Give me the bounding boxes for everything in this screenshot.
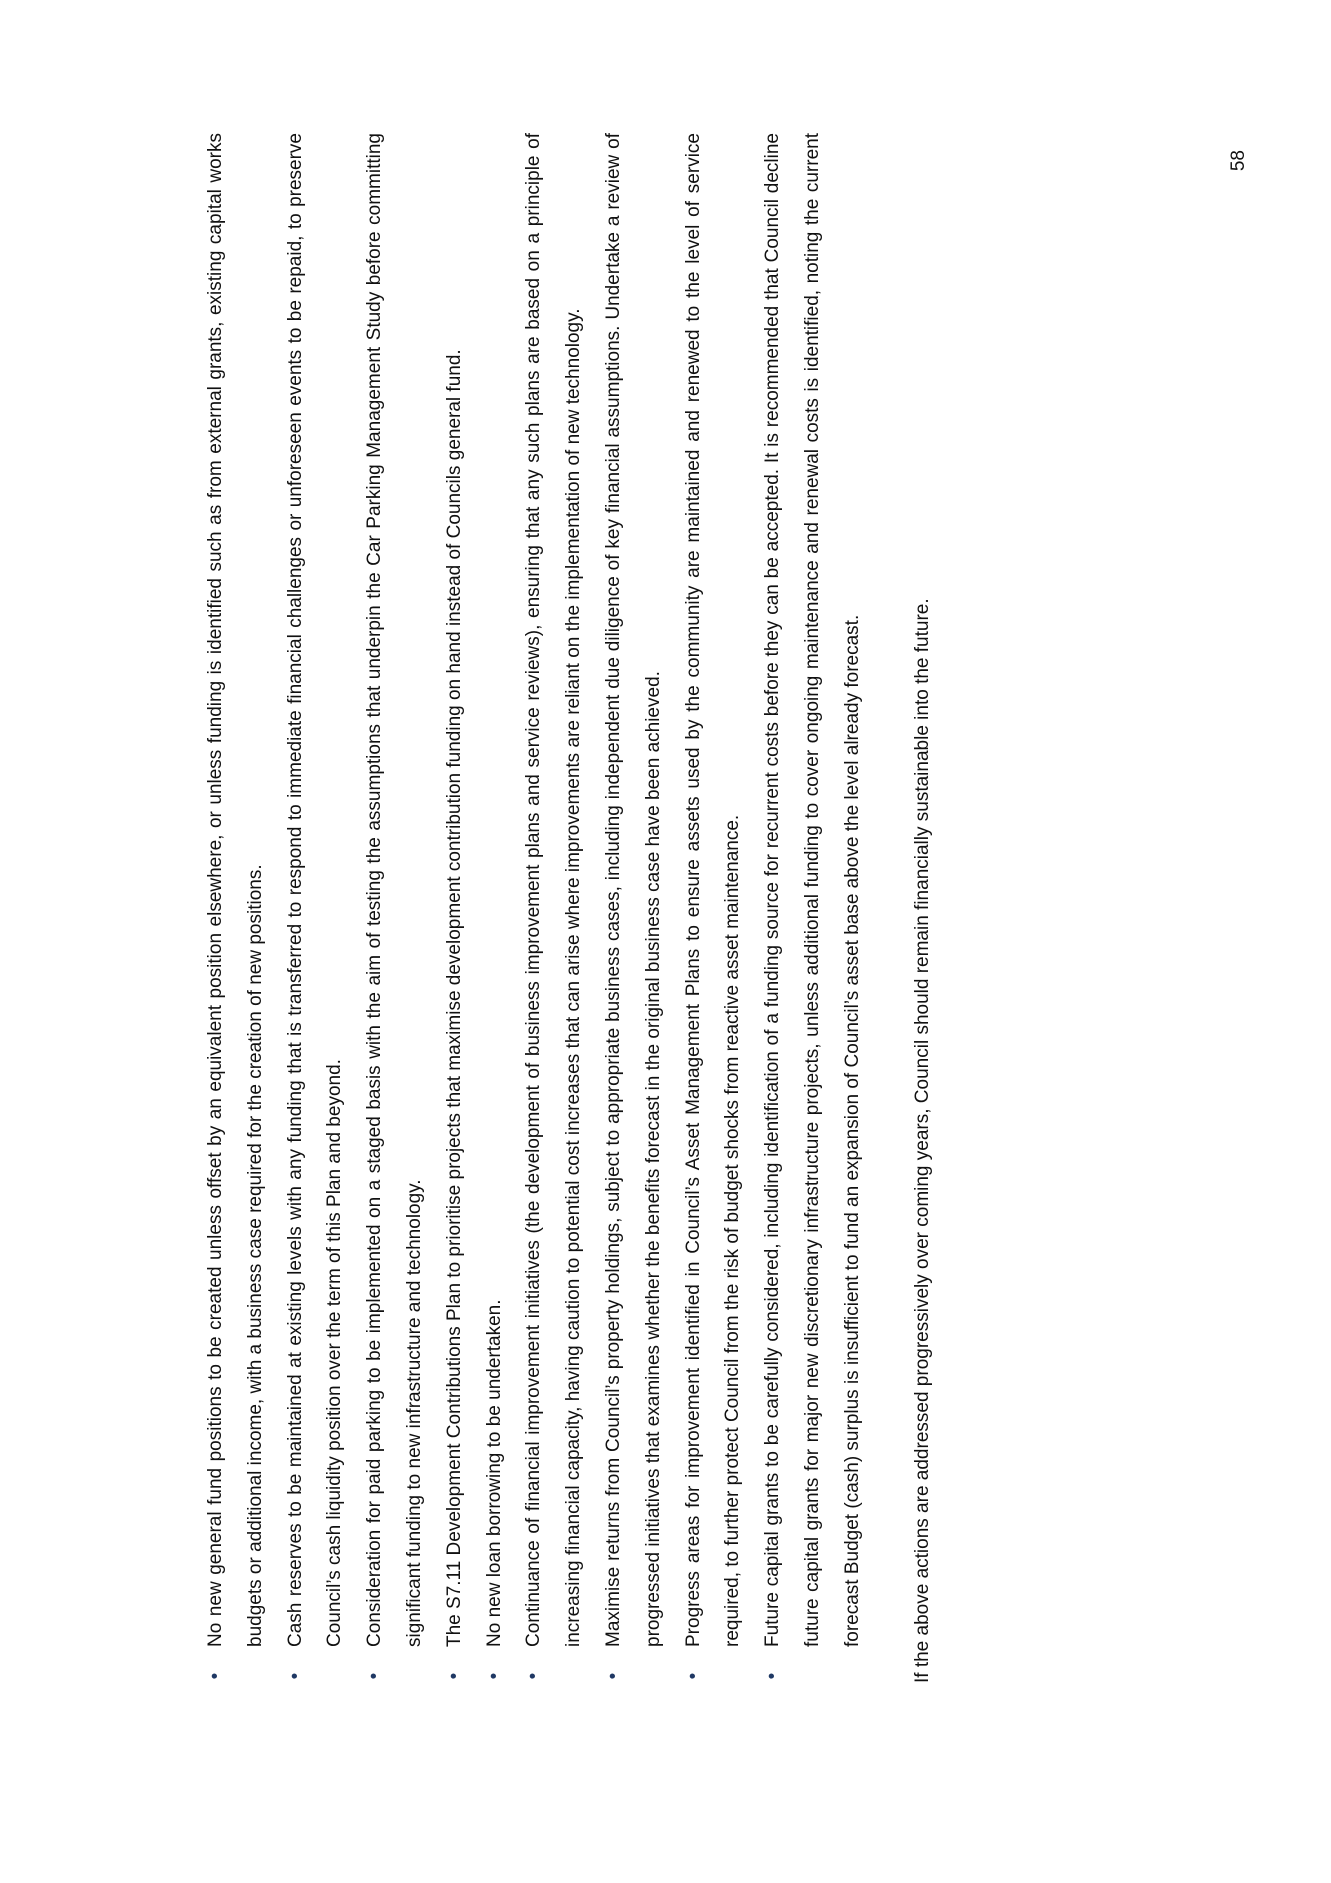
list-item (475, 133, 515, 1683)
list-item (435, 133, 475, 1683)
page-content (196, 133, 942, 1683)
list-item (355, 133, 435, 1683)
list-item-text: Future capital grants to be carefully considered, including identification of a funding source for recurrent costs before they can be accepted. It is recommended that Council decline future capital grants for major new discretionary infrastructure projects, unless additional funding to cover ongoing maintenance and renewal costs is identified, noting the current forecast Budget (cash) surplus is insufficient to fund an expansion of Council’s asset base above the level already forecast. (762, 133, 863, 1647)
closing-paragraph: If the above actions are addressed progressively over coming years, Council should remain financially sustainable into the future. (911, 598, 933, 1683)
list-item-text: Progress areas for improvement identified in Council’s Asset Management Plans to ensure assets used by the community are maintained and renewed to the level of service required, to further protect Council from the risk of budget shocks from reactive asset maintenance. (682, 133, 744, 1647)
list-item (196, 133, 276, 1683)
bullet-list (196, 133, 873, 1683)
list-item-text: The S7.11 Development Contributions Plan to prioritise projects that maximise development contribution funding on hand instead of Councils general fund. (443, 349, 465, 1647)
list-item-text: No new loan borrowing to be undertaken. (483, 1299, 505, 1647)
bullet-icon: • (205, 1672, 226, 1680)
page-number: 58 (1228, 150, 1249, 172)
list-item (594, 133, 674, 1683)
bullet-icon: • (602, 1672, 624, 1680)
list-item (276, 133, 356, 1683)
list-item-text: Continuance of financial improvement initiatives (the development of business improvement plans and service reviews), ensuring that any such plans are based on a principle of increasing financial capacity, having caution to potential cost increases that can arise where improvements are reliant on the implementation of new technology. (523, 133, 585, 1647)
bullet-icon: • (682, 1672, 704, 1680)
list-item-text: Consideration for paid parking to be implemented on a staged basis with the aim of testing the assumptions that underpin the Car Parking Management Study before committing significant funding to new infrastructure and technology. (364, 133, 425, 1647)
list-item-text: No new general fund positions to be created unless offset by an equivalent position elsewhere, or unless funding is identified such as from external grants, existing capital works budgets or additional income, with a business case required for the creation of new positions. (205, 133, 266, 1647)
list-item (753, 133, 872, 1683)
bullet-icon: • (762, 1672, 784, 1680)
list-item-text: Maximise returns from Council’s property holdings, subject to appropriate business cases, including independent due diligence of key financial assumptions. Undertake a review of progressed initiatives that examines whether the benefits forecast in the original business case have been achieved. (602, 133, 664, 1647)
bullet-icon: • (443, 1672, 465, 1680)
bullet-icon: • (523, 1672, 545, 1680)
bullet-icon: • (483, 1672, 505, 1680)
list-item-text: Cash reserves to be maintained at existing levels with any funding that is transferred to respond to immediate financial challenges or unforeseen events to be repaid, to preserve Council’s cash liquidity position over the term of this Plan and beyond. (284, 133, 346, 1647)
bullet-icon: • (364, 1672, 386, 1680)
list-item (514, 133, 594, 1683)
list-item (674, 133, 754, 1683)
bullet-icon: • (284, 1672, 306, 1680)
